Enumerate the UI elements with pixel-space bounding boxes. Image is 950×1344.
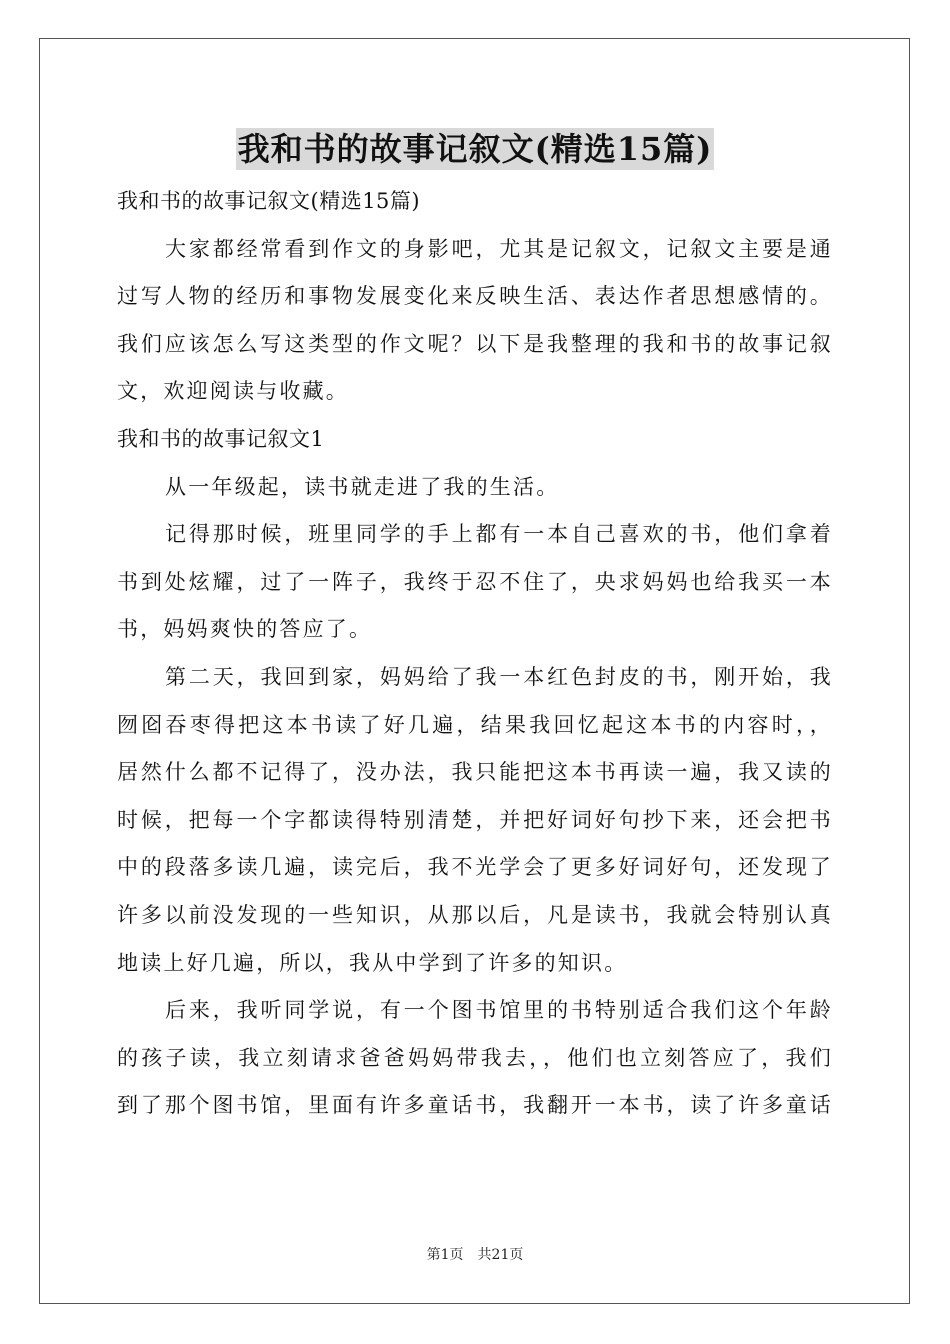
document-body: [117, 178, 833, 1130]
paragraph-line: 居然什么都不记得了，没办法，我只能把这本书再读一遍，我又读的: [117, 760, 833, 785]
paragraph-line: 囫囵吞枣得把这本书读了好几遍，结果我回忆起这本书的内容时，，: [117, 712, 833, 737]
paragraph-line: 到了那个图书馆，里面有许多童话书，我翻开一本书，读了许多童话: [117, 1093, 833, 1118]
intro-line: 文，欢迎阅读与收藏。: [117, 379, 349, 404]
paragraph-line: 中的段落多读几遍，读完后，我不光学会了更多好词好句，还发现了: [117, 855, 833, 880]
paragraph-line: 记得那时候，班里同学的手上都有一本自己喜欢的书，他们拿着: [165, 522, 833, 547]
title-wrap: [0, 128, 950, 170]
paragraph-line: 的孩子读，我立刻请求爸爸妈妈带我去，，他们也立刻答应了，我们: [117, 1045, 833, 1070]
paragraph-line: 书，妈妈爽快的答应了。: [117, 617, 373, 642]
intro-line: 我们应该怎么写这类型的作文呢？以下是我整理的我和书的故事记叙: [117, 331, 833, 356]
page-number: 第1页: [426, 1247, 464, 1263]
page-footer: [0, 1244, 950, 1264]
subtitle-line: 我和书的故事记叙文(精选15篇): [117, 189, 421, 213]
section-heading: 我和书的故事记叙文1: [117, 426, 325, 451]
page-total: 共21页: [477, 1247, 524, 1263]
paragraph-line: 许多以前没发现的一些知识，从那以后，凡是读书，我就会特别认真: [117, 902, 833, 927]
intro-line: 大家都经常看到作文的身影吧，尤其是记叙文，记叙文主要是通: [165, 236, 833, 261]
paragraph-line: 书到处炫耀，过了一阵子，我终于忍不住了，央求妈妈也给我买一本: [117, 569, 833, 594]
paragraph-line: 第二天，我回到家，妈妈给了我一本红色封皮的书，刚开始，我: [165, 664, 833, 689]
paragraph-line: 地读上好几遍，所以，我从中学到了许多的知识。: [117, 950, 628, 975]
intro-line: 过写人物的经历和事物发展变化来反映生活、表达作者思想感情的。: [117, 284, 833, 309]
paragraph-line: 时候，把每一个字都读得特别清楚，并把好词好句抄下来，还会把书: [117, 807, 833, 832]
paragraph-line: 后来，我听同学说，有一个图书馆里的书特别适合我们这个年龄: [165, 998, 833, 1023]
document-title: 我和书的故事记叙文(精选15篇): [237, 130, 713, 168]
paragraph-line: 从一年级起，读书就走进了我的生活。: [165, 474, 560, 499]
